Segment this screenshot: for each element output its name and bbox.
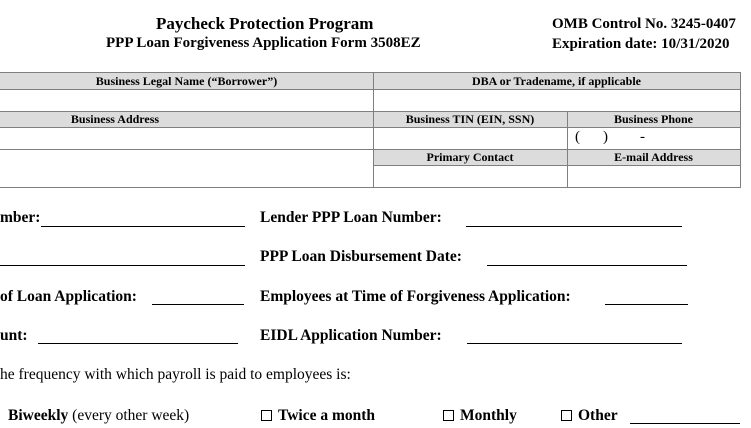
- other-frequency-input[interactable]: [630, 423, 740, 424]
- monthly-checkbox-icon[interactable]: [443, 410, 454, 421]
- form-title: Paycheck Protection Program: [156, 14, 374, 33]
- employees-at-forgiveness-input[interactable]: [605, 304, 688, 305]
- omb-control-number: OMB Control No. 3245-0407: [552, 16, 736, 32]
- phone-dash: -: [640, 129, 645, 145]
- phone-paren-close: ): [603, 129, 608, 145]
- option-monthly[interactable]: [443, 407, 517, 425]
- address-field[interactable]: [2, 128, 372, 186]
- form-subtitle: PPP Loan Forgiveness Application Form 3508EZ: [106, 35, 421, 51]
- employees-at-forgiveness-label: Employees at Time of Forgiveness Application:: [260, 288, 571, 305]
- dba-label: DBA or Tradename, if applicable: [471, 74, 641, 88]
- eidl-number-input[interactable]: [467, 343, 682, 344]
- biweekly-note: (every other week): [72, 407, 190, 424]
- phone-paren-open: (: [575, 129, 580, 145]
- phone-label: Business Phone: [613, 112, 694, 126]
- eidl-advance-amount-input[interactable]: [38, 343, 238, 344]
- sba-loan-number-label: mber:: [0, 209, 41, 226]
- disbursement-date-label: PPP Loan Disbursement Date:: [260, 248, 462, 265]
- eidl-advance-amount-label: unt:: [0, 327, 28, 344]
- legal-name-field[interactable]: [2, 90, 372, 110]
- phone-field[interactable]: [569, 128, 739, 148]
- sba-loan-number-input[interactable]: [41, 226, 245, 227]
- other-label: Other: [578, 407, 618, 424]
- biweekly-label: Biweekly: [8, 407, 69, 424]
- option-twice-a-month[interactable]: [261, 407, 375, 425]
- twice-month-label: Twice a month: [278, 407, 376, 424]
- other-checkbox-icon[interactable]: [561, 410, 572, 421]
- employees-at-loan-label: of Loan Application:: [0, 288, 137, 305]
- primary-contact-label: Primary Contact: [426, 150, 514, 164]
- eidl-number-label: EIDL Application Number:: [260, 327, 442, 344]
- lender-loan-number-label: Lender PPP Loan Number:: [260, 209, 442, 226]
- primary-contact-field[interactable]: [375, 166, 566, 186]
- lender-loan-number-input[interactable]: [466, 226, 682, 227]
- address-label: Business Address: [70, 112, 160, 126]
- legal-name-label: Business Legal Name (“Borrower”): [95, 74, 278, 88]
- twice-month-checkbox-icon[interactable]: [261, 410, 272, 421]
- email-label: E-mail Address: [614, 150, 693, 164]
- option-biweekly[interactable]: [8, 407, 189, 425]
- expiration-date: Expiration date: 10/31/2020: [552, 36, 730, 52]
- employees-at-loan-input[interactable]: [152, 304, 244, 305]
- option-other[interactable]: [561, 407, 618, 425]
- payroll-frequency-question: he frequency with which payroll is paid to employees is:: [0, 366, 351, 383]
- sba-loan-amount-input[interactable]: [0, 265, 245, 266]
- email-field[interactable]: [569, 166, 739, 186]
- monthly-label: Monthly: [460, 407, 517, 424]
- tin-label: Business TIN (EIN, SSN): [405, 112, 535, 126]
- dba-field[interactable]: [375, 90, 739, 110]
- disbursement-date-input[interactable]: [487, 265, 687, 266]
- tin-field[interactable]: [375, 128, 566, 148]
